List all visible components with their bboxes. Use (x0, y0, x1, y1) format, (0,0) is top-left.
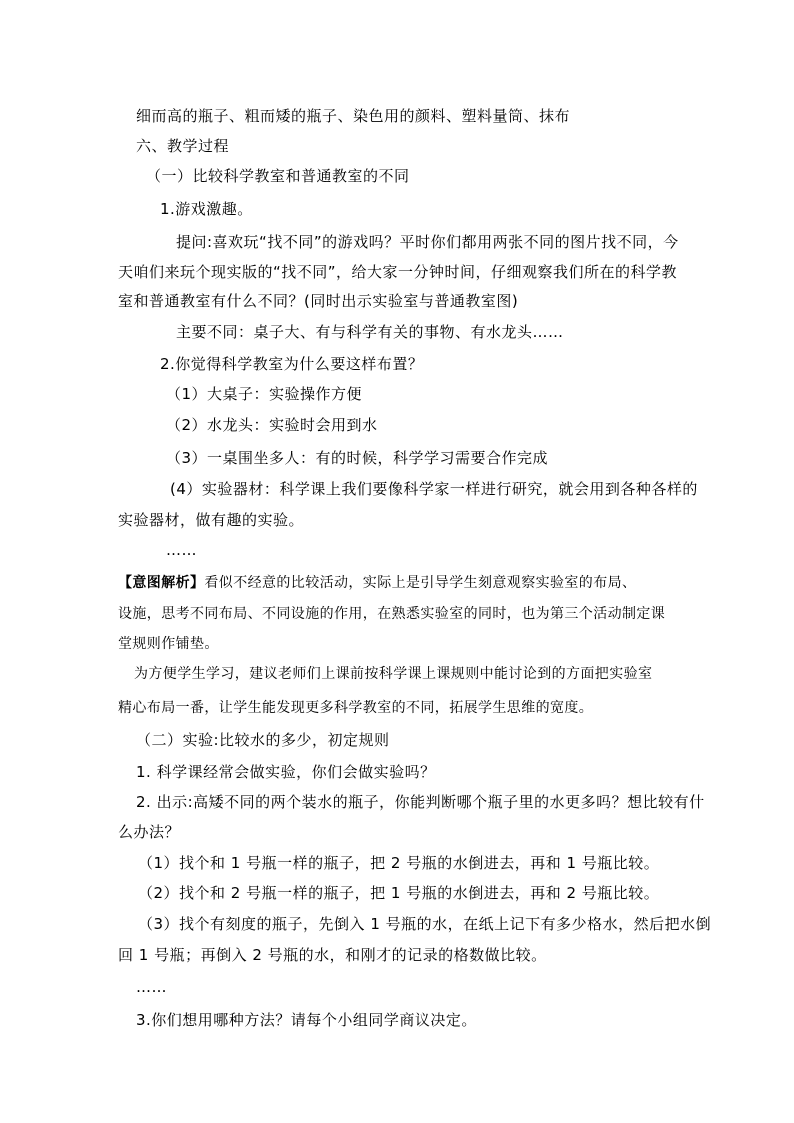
intent-text: 为方便学生学习，建议老师们上课前按科学课上课规则中能讨论到的方面把实验室 (134, 666, 653, 682)
step-heading: 3.你们想用哪种方法？请每个小组同学商议决定。 (136, 1011, 477, 1029)
step-heading: 1. 科学课经常会做实验，你们会做实验吗？ (136, 763, 436, 781)
list-item: (4）实验器材：科学课上我们要像科学家一样进行研究，就会用到各种各样的 (170, 480, 698, 498)
paragraph-line: 室和普通教室有什么不同？(同时出示实验室与普通教室图) (118, 292, 519, 310)
paragraph-line: 主要不同：桌子大、有与科学有关的事物、有水龙头…… (176, 323, 564, 341)
list-item: （1）大桌子：实验操作方便 (166, 385, 363, 403)
intent-text: 看似不经意的比较活动，实际上是引导学生刻意观察实验室的布局、 (204, 575, 637, 591)
subsection-heading: （二）实验:比较水的多少，初定规则 (136, 731, 390, 749)
ellipsis: …… (166, 541, 197, 559)
paragraph-line: 提问:喜欢玩“找不同”的游戏吗？平时你们都用两张不同的图片找不同，今 (176, 233, 679, 251)
list-item: （2）水龙头：实验时会用到水 (166, 416, 378, 434)
list-item: （3）找个有刻度的瓶子，先倒入 1 号瓶的水，在纸上记下有多少格水，然后把水倒 (138, 915, 712, 933)
step-heading: 2. 出示:高矮不同的两个装水的瓶子，你能判断哪个瓶子里的水更多吗？想比较有什 (136, 793, 705, 811)
section-heading: 六、教学过程 (136, 137, 230, 155)
intent-text: 设施，思考不同布局、不同设施的作用，在熟悉实验室的同时，也为第三个活动制定课 (118, 606, 666, 622)
intent-analysis-tag: 【意图解析】 (118, 575, 205, 591)
list-item-continued: 实验器材，做有趣的实验。 (118, 511, 305, 529)
intent-text: 精心布局一番，让学生能发现更多科学教室的不同，拓展学生思维的宽度。 (118, 700, 594, 716)
step-heading: 1.游戏激趣。 (160, 200, 253, 218)
list-item: （1）找个和 1 号瓶一样的瓶子，把 2 号瓶的水倒进去，再和 1 号瓶比较。 (138, 854, 660, 872)
paragraph-line: 天咱们来玩个现实版的“找不同”，给大家一分钟时间，仔细观察我们所在的科学教 (118, 263, 678, 281)
step-heading: 2.你觉得科学教室为什么要这样布置？ (160, 355, 424, 373)
materials-line: 细而高的瓶子、粗而矮的瓶子、染色用的颜料、塑料量筒、抹布 (136, 107, 571, 125)
list-item: （3）一桌围坐多人：有的时候，科学学习需要合作完成 (166, 449, 549, 467)
intent-text: 堂规则作铺垫。 (118, 636, 219, 652)
subsection-heading: （一）比较科学教室和普通教室的不同 (146, 167, 410, 185)
step-heading-continued: 么办法？ (118, 823, 181, 841)
intent-analysis-line (118, 573, 636, 593)
list-item-continued: 回 1 号瓶；再倒入 2 号瓶的水，和刚才的记录的格数做比较。 (118, 946, 547, 964)
list-item: （2）找个和 2 号瓶一样的瓶子，把 1 号瓶的水倒进去，再和 2 号瓶比较。 (138, 884, 660, 902)
ellipsis: …… (136, 978, 167, 996)
